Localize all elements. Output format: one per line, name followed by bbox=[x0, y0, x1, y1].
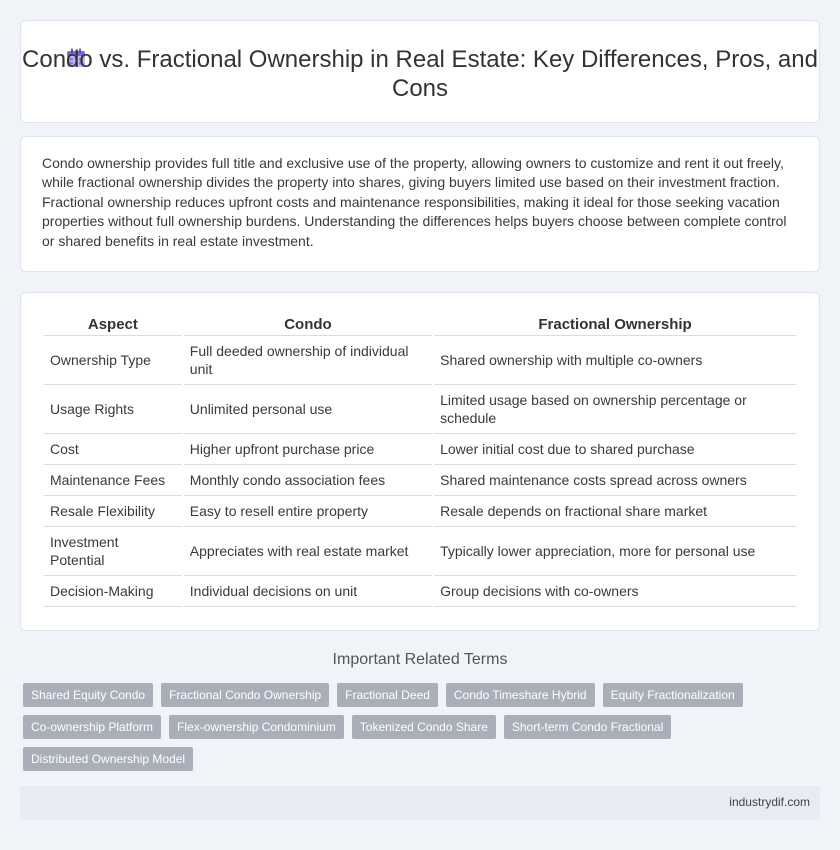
related-term-tag[interactable]: Flex-ownership Condominium bbox=[169, 715, 344, 739]
table-row bbox=[44, 527, 796, 576]
table-row bbox=[44, 385, 796, 434]
cell-condo: Unlimited personal use bbox=[184, 385, 432, 434]
cell-condo: Monthly condo association fees bbox=[184, 465, 432, 496]
footer-site-link[interactable]: industrydif.com bbox=[729, 795, 810, 809]
intro-paragraph: Condo ownership provides full title and exclusive use of the property, allowing owners to customize and rent it out freely, while fractional ownership divides the property into shares, giving buyers limited use based on their investment fraction. Fractional ownership reduces upfront costs and maintenance responsibilities, making it ideal for those seeking vacation properties without full ownership burdens. Understanding the differences helps buyers choose between complete control or shared benefits in real estate investment. bbox=[42, 155, 787, 249]
header-fractional: Fractional Ownership bbox=[434, 316, 796, 336]
related-term-tag[interactable]: Co-ownership Platform bbox=[23, 715, 161, 739]
footer bbox=[20, 786, 820, 820]
cell-fractional: Resale depends on fractional share market bbox=[434, 496, 796, 527]
related-term-tag[interactable]: Fractional Condo Ownership bbox=[161, 683, 329, 707]
table-row bbox=[44, 336, 796, 385]
header-card bbox=[20, 20, 820, 123]
cell-condo: Easy to resell entire property bbox=[184, 496, 432, 527]
table-header-row bbox=[44, 316, 796, 336]
header-condo: Condo bbox=[184, 316, 432, 336]
cell-aspect: Decision-Making bbox=[44, 576, 182, 607]
table-row bbox=[44, 434, 796, 465]
related-term-tag[interactable]: Equity Fractionalization bbox=[603, 683, 743, 707]
table-row bbox=[44, 496, 796, 527]
comparison-table bbox=[42, 316, 798, 607]
table-row bbox=[44, 576, 796, 607]
related-term-tag[interactable]: Short-term Condo Fractional bbox=[504, 715, 671, 739]
cell-condo: Full deeded ownership of individual unit bbox=[184, 336, 432, 385]
cell-aspect: Usage Rights bbox=[44, 385, 182, 434]
cell-condo: Individual decisions on unit bbox=[184, 576, 432, 607]
cell-fractional: Group decisions with co-owners bbox=[434, 576, 796, 607]
header-aspect: Aspect bbox=[44, 316, 182, 336]
cell-fractional: Lower initial cost due to shared purchase bbox=[434, 434, 796, 465]
cell-fractional: Shared ownership with multiple co-owners bbox=[434, 336, 796, 385]
cell-fractional: Typically lower appreciation, more for personal use bbox=[434, 527, 796, 576]
cell-fractional: Limited usage based on ownership percentage or schedule bbox=[434, 385, 796, 434]
intro-card bbox=[20, 136, 820, 272]
comparison-card bbox=[20, 292, 820, 631]
cell-aspect: Maintenance Fees bbox=[44, 465, 182, 496]
cell-condo: Appreciates with real estate market bbox=[184, 527, 432, 576]
cell-aspect: Ownership Type bbox=[44, 336, 182, 385]
table-row bbox=[44, 465, 796, 496]
related-terms-heading: Important Related Terms bbox=[332, 651, 508, 668]
cell-condo: Higher upfront purchase price bbox=[184, 434, 432, 465]
related-term-tag[interactable]: Shared Equity Condo bbox=[23, 683, 153, 707]
related-terms-list bbox=[23, 683, 763, 779]
related-term-tag[interactable]: Fractional Deed bbox=[337, 683, 438, 707]
related-term-tag[interactable]: Distributed Ownership Model bbox=[23, 747, 193, 771]
cell-aspect: Investment Potential bbox=[44, 527, 182, 576]
cell-aspect: Cost bbox=[44, 434, 182, 465]
cell-aspect: Resale Flexibility bbox=[44, 496, 182, 527]
cell-fractional: Shared maintenance costs spread across owners bbox=[434, 465, 796, 496]
page-title: Condo vs. Fractional Ownership in Real Estate: Key Differences, Pros, and Cons bbox=[22, 46, 818, 102]
related-term-tag[interactable]: Tokenized Condo Share bbox=[352, 715, 496, 739]
related-term-tag[interactable]: Condo Timeshare Hybrid bbox=[446, 683, 595, 707]
